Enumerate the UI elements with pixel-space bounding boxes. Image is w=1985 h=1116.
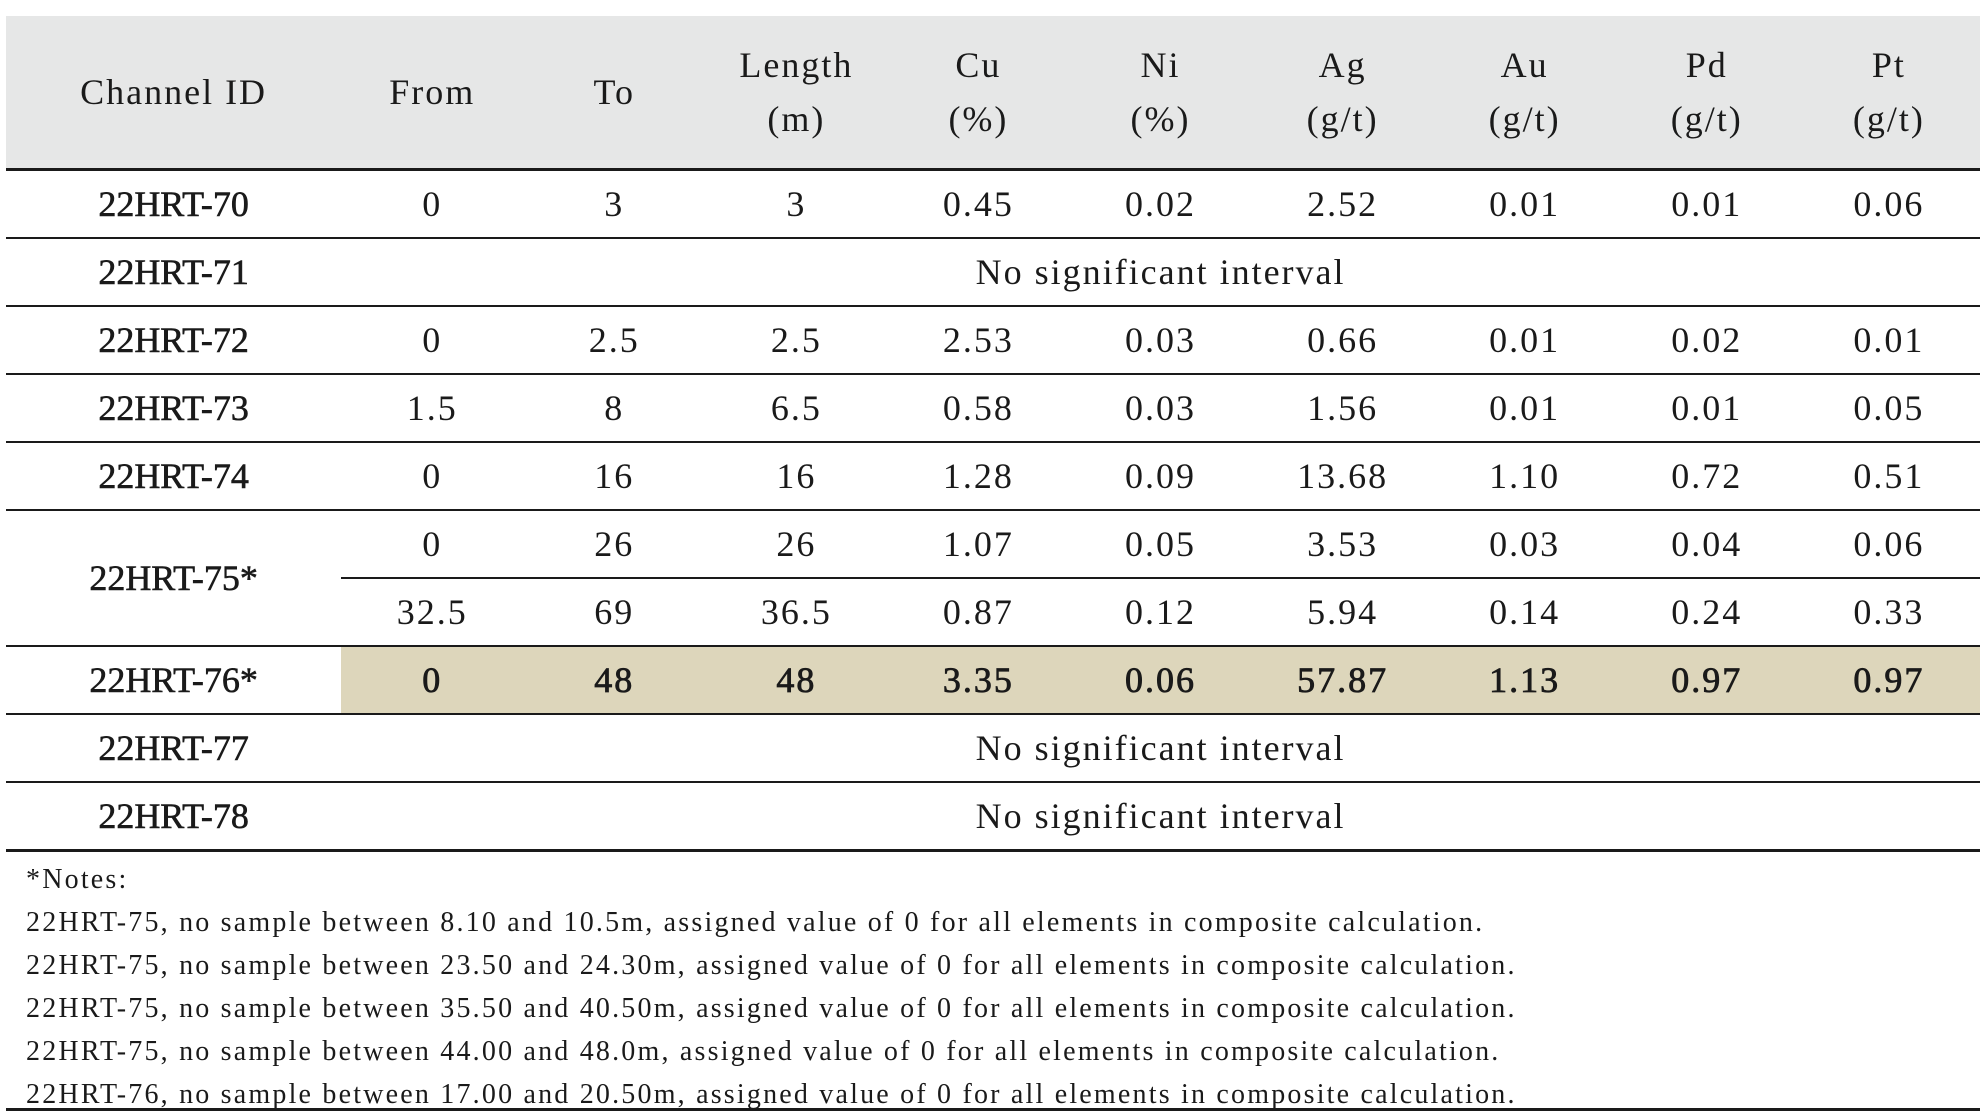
ni-cell: 0.02 bbox=[1069, 170, 1251, 239]
from-cell: 0 bbox=[341, 510, 523, 578]
table-row bbox=[6, 306, 1980, 374]
header-au-label: Au bbox=[1500, 45, 1549, 85]
from-cell: 0 bbox=[341, 306, 523, 374]
note-item: 22HRT-75, no sample between 44.00 and 48.0m, assigned value of 0 for all elements in composite calculation. bbox=[26, 1036, 1501, 1067]
bottom-divider bbox=[6, 1108, 1980, 1111]
no-interval-message: No significant interval bbox=[341, 782, 1980, 851]
pd-cell: 0.04 bbox=[1616, 510, 1798, 578]
cu-cell: 0.45 bbox=[887, 170, 1069, 239]
table-row-highlighted bbox=[6, 646, 1980, 714]
cu-cell: 1.07 bbox=[887, 510, 1069, 578]
pd-cell: 0.72 bbox=[1616, 442, 1798, 510]
note-item: 22HRT-75, no sample between 35.50 and 40.50m, assigned value of 0 for all elements in composite calculation. bbox=[26, 993, 1517, 1024]
pt-cell: 0.05 bbox=[1798, 374, 1980, 442]
length-cell: 3 bbox=[705, 170, 887, 239]
header-ag-unit: (g/t) bbox=[1306, 99, 1379, 139]
from-cell: 0 bbox=[341, 646, 523, 714]
ni-cell: 0.03 bbox=[1069, 374, 1251, 442]
table-row bbox=[6, 782, 1980, 851]
length-cell: 16 bbox=[705, 442, 887, 510]
pd-cell: 0.01 bbox=[1616, 374, 1798, 442]
header-to bbox=[523, 16, 705, 170]
ni-cell: 0.12 bbox=[1069, 578, 1251, 646]
pt-cell: 0.06 bbox=[1798, 510, 1980, 578]
pt-cell: 0.01 bbox=[1798, 306, 1980, 374]
channel-id-cell: 22HRT-77 bbox=[6, 714, 341, 782]
header-cu bbox=[887, 16, 1069, 170]
header-pt-label: Pt bbox=[1871, 45, 1906, 85]
table-row bbox=[6, 714, 1980, 782]
ag-cell: 13.68 bbox=[1252, 442, 1434, 510]
table-row bbox=[6, 510, 1980, 578]
from-cell: 0 bbox=[341, 442, 523, 510]
pt-cell: 0.33 bbox=[1798, 578, 1980, 646]
header-to-label: To bbox=[593, 72, 636, 112]
pt-cell: 0.06 bbox=[1798, 170, 1980, 239]
no-interval-message: No significant interval bbox=[341, 238, 1980, 306]
header-au bbox=[1434, 16, 1616, 170]
ag-cell: 57.87 bbox=[1252, 646, 1434, 714]
to-cell: 26 bbox=[523, 510, 705, 578]
pt-cell: 0.51 bbox=[1798, 442, 1980, 510]
table-body bbox=[6, 170, 1980, 851]
header-pd bbox=[1616, 16, 1798, 170]
header-pt bbox=[1798, 16, 1980, 170]
channel-id-cell: 22HRT-74 bbox=[6, 442, 341, 510]
au-cell: 1.10 bbox=[1434, 442, 1616, 510]
cu-cell: 0.87 bbox=[887, 578, 1069, 646]
header-pd-label: Pd bbox=[1685, 45, 1728, 85]
ag-cell: 1.56 bbox=[1252, 374, 1434, 442]
header-cu-unit: (%) bbox=[948, 99, 1009, 139]
ag-cell: 2.52 bbox=[1252, 170, 1434, 239]
notes-section bbox=[26, 858, 1966, 1116]
header-pt-unit: (g/t) bbox=[1852, 99, 1925, 139]
to-cell: 8 bbox=[523, 374, 705, 442]
to-cell: 2.5 bbox=[523, 306, 705, 374]
channel-id-cell: 22HRT-72 bbox=[6, 306, 341, 374]
pd-cell: 0.01 bbox=[1616, 170, 1798, 239]
table-row bbox=[6, 374, 1980, 442]
length-cell: 36.5 bbox=[705, 578, 887, 646]
note-item: 22HRT-76, no sample between 17.00 and 20.50m, assigned value of 0 for all elements in composite calculation. bbox=[26, 1079, 1517, 1110]
to-cell: 3 bbox=[523, 170, 705, 239]
pt-cell: 0.97 bbox=[1798, 646, 1980, 714]
header-ni-label: Ni bbox=[1140, 45, 1181, 85]
au-cell: 1.13 bbox=[1434, 646, 1616, 714]
header-length-unit: (m) bbox=[767, 99, 826, 139]
header-ag bbox=[1252, 16, 1434, 170]
table-row bbox=[6, 238, 1980, 306]
pd-cell: 0.24 bbox=[1616, 578, 1798, 646]
cu-cell: 2.53 bbox=[887, 306, 1069, 374]
length-cell: 48 bbox=[705, 646, 887, 714]
header-ni bbox=[1069, 16, 1251, 170]
header-channel-id bbox=[6, 16, 341, 170]
table-row bbox=[6, 170, 1980, 239]
au-cell: 0.01 bbox=[1434, 306, 1616, 374]
to-cell: 48 bbox=[523, 646, 705, 714]
ni-cell: 0.05 bbox=[1069, 510, 1251, 578]
header-channel-id-label: Channel ID bbox=[80, 72, 268, 112]
header-ag-label: Ag bbox=[1318, 45, 1367, 85]
channel-id-cell: 22HRT-75* bbox=[6, 510, 341, 646]
header-pd-unit: (g/t) bbox=[1670, 99, 1743, 139]
channel-id-cell: 22HRT-71 bbox=[6, 238, 341, 306]
pd-cell: 0.02 bbox=[1616, 306, 1798, 374]
pd-cell: 0.97 bbox=[1616, 646, 1798, 714]
header-length bbox=[705, 16, 887, 170]
channel-id-cell: 22HRT-70 bbox=[6, 170, 341, 239]
header-au-unit: (g/t) bbox=[1488, 99, 1561, 139]
channel-id-cell: 22HRT-73 bbox=[6, 374, 341, 442]
from-cell: 32.5 bbox=[341, 578, 523, 646]
au-cell: 0.03 bbox=[1434, 510, 1616, 578]
cu-cell: 1.28 bbox=[887, 442, 1069, 510]
to-cell: 16 bbox=[523, 442, 705, 510]
no-interval-message: No significant interval bbox=[341, 714, 1980, 782]
header-ni-unit: (%) bbox=[1130, 99, 1191, 139]
ag-cell: 3.53 bbox=[1252, 510, 1434, 578]
channel-id-cell: 22HRT-78 bbox=[6, 782, 341, 851]
assay-results-table bbox=[6, 16, 1980, 852]
header-length-label: Length bbox=[739, 45, 854, 85]
header-row bbox=[6, 16, 1980, 170]
table-row bbox=[6, 442, 1980, 510]
from-cell: 1.5 bbox=[341, 374, 523, 442]
from-cell: 0 bbox=[341, 170, 523, 239]
au-cell: 0.14 bbox=[1434, 578, 1616, 646]
table-header bbox=[6, 16, 1980, 170]
length-cell: 26 bbox=[705, 510, 887, 578]
to-cell: 69 bbox=[523, 578, 705, 646]
cu-cell: 0.58 bbox=[887, 374, 1069, 442]
header-cu-label: Cu bbox=[955, 45, 1002, 85]
ni-cell: 0.06 bbox=[1069, 646, 1251, 714]
au-cell: 0.01 bbox=[1434, 170, 1616, 239]
notes-title: *Notes: bbox=[26, 864, 129, 895]
channel-id-cell: 22HRT-76* bbox=[6, 646, 341, 714]
note-item: 22HRT-75, no sample between 8.10 and 10.5m, assigned value of 0 for all elements in composite calculation. bbox=[26, 907, 1485, 938]
cu-cell: 3.35 bbox=[887, 646, 1069, 714]
ag-cell: 5.94 bbox=[1252, 578, 1434, 646]
au-cell: 0.01 bbox=[1434, 374, 1616, 442]
ni-cell: 0.09 bbox=[1069, 442, 1251, 510]
ag-cell: 0.66 bbox=[1252, 306, 1434, 374]
length-cell: 6.5 bbox=[705, 374, 887, 442]
note-item: 22HRT-75, no sample between 23.50 and 24.30m, assigned value of 0 for all elements in composite calculation. bbox=[26, 950, 1517, 981]
header-from-label: From bbox=[389, 72, 476, 112]
ni-cell: 0.03 bbox=[1069, 306, 1251, 374]
header-from bbox=[341, 16, 523, 170]
length-cell: 2.5 bbox=[705, 306, 887, 374]
